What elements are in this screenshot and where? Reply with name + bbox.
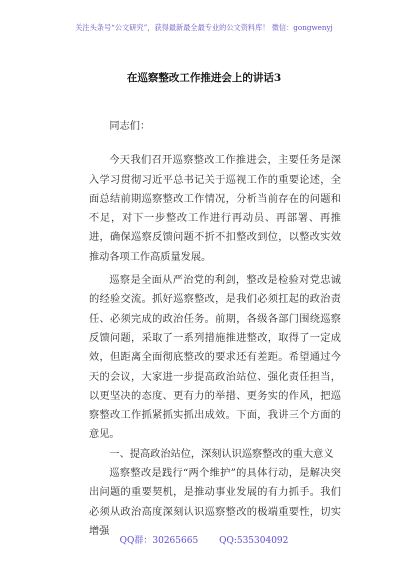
paragraph: 巡察整改是践行“两个维护”的具体行动，是解决突出问题的重要契机，是推动事业发展的有力抓手。我们必须从政治高度深刻认识巡察整改的极端重要性，切实增强 — [89, 468, 341, 537]
qq-group-text: QQ群：30265665 — [119, 536, 199, 546]
qq-text: QQ:535304092 — [219, 536, 289, 546]
paragraph: 今天我们召开巡察整改工作推进会，主要任务是深入学习贯彻习近平总书记关于巡视工作的重要论述，全面总结前期巡察整改工作情况，分析当前存在的问题和不足，对下一步整改工作进行再动员、再部署、再推进，确保巡察反馈问题不折不扣整改到位，以整改实效推动各项工作高质量发展。 — [89, 155, 341, 263]
document-body — [89, 117, 341, 541]
document-title: 在巡察整改工作推进会上的讲话3 — [126, 72, 282, 84]
paragraph: 巡察是全面从严治党的利剑，整改是检验对党忠诚的经验交流。抓好巡察整改，是我们必须扛起的政治责任、必须完成的政治任务。前期，各级各部门围绕巡察反馈问题，采取了一系列措施推进整改，取得了一定成效，但距离全面彻底整改的要求还有差距。希望通过今天的会议，大家进一步提高政治站位、强化责任担当，以更坚决的态度、更有力的举措、更务实的作风，把巡察整改工作抓紧抓实抓出成效。下面，我讲三个方面的意见。 — [89, 275, 341, 441]
salutation: 同志们： — [109, 121, 151, 132]
footer-contact — [0, 533, 408, 546]
section-heading: 一、提高政治站位，深刻认识巡察整改的重大意义 — [109, 448, 334, 460]
header-banner: 关注头条号“公文研究”，获得最新最全最专业的公文资料库！ 微信：gongwenyj — [75, 23, 333, 32]
